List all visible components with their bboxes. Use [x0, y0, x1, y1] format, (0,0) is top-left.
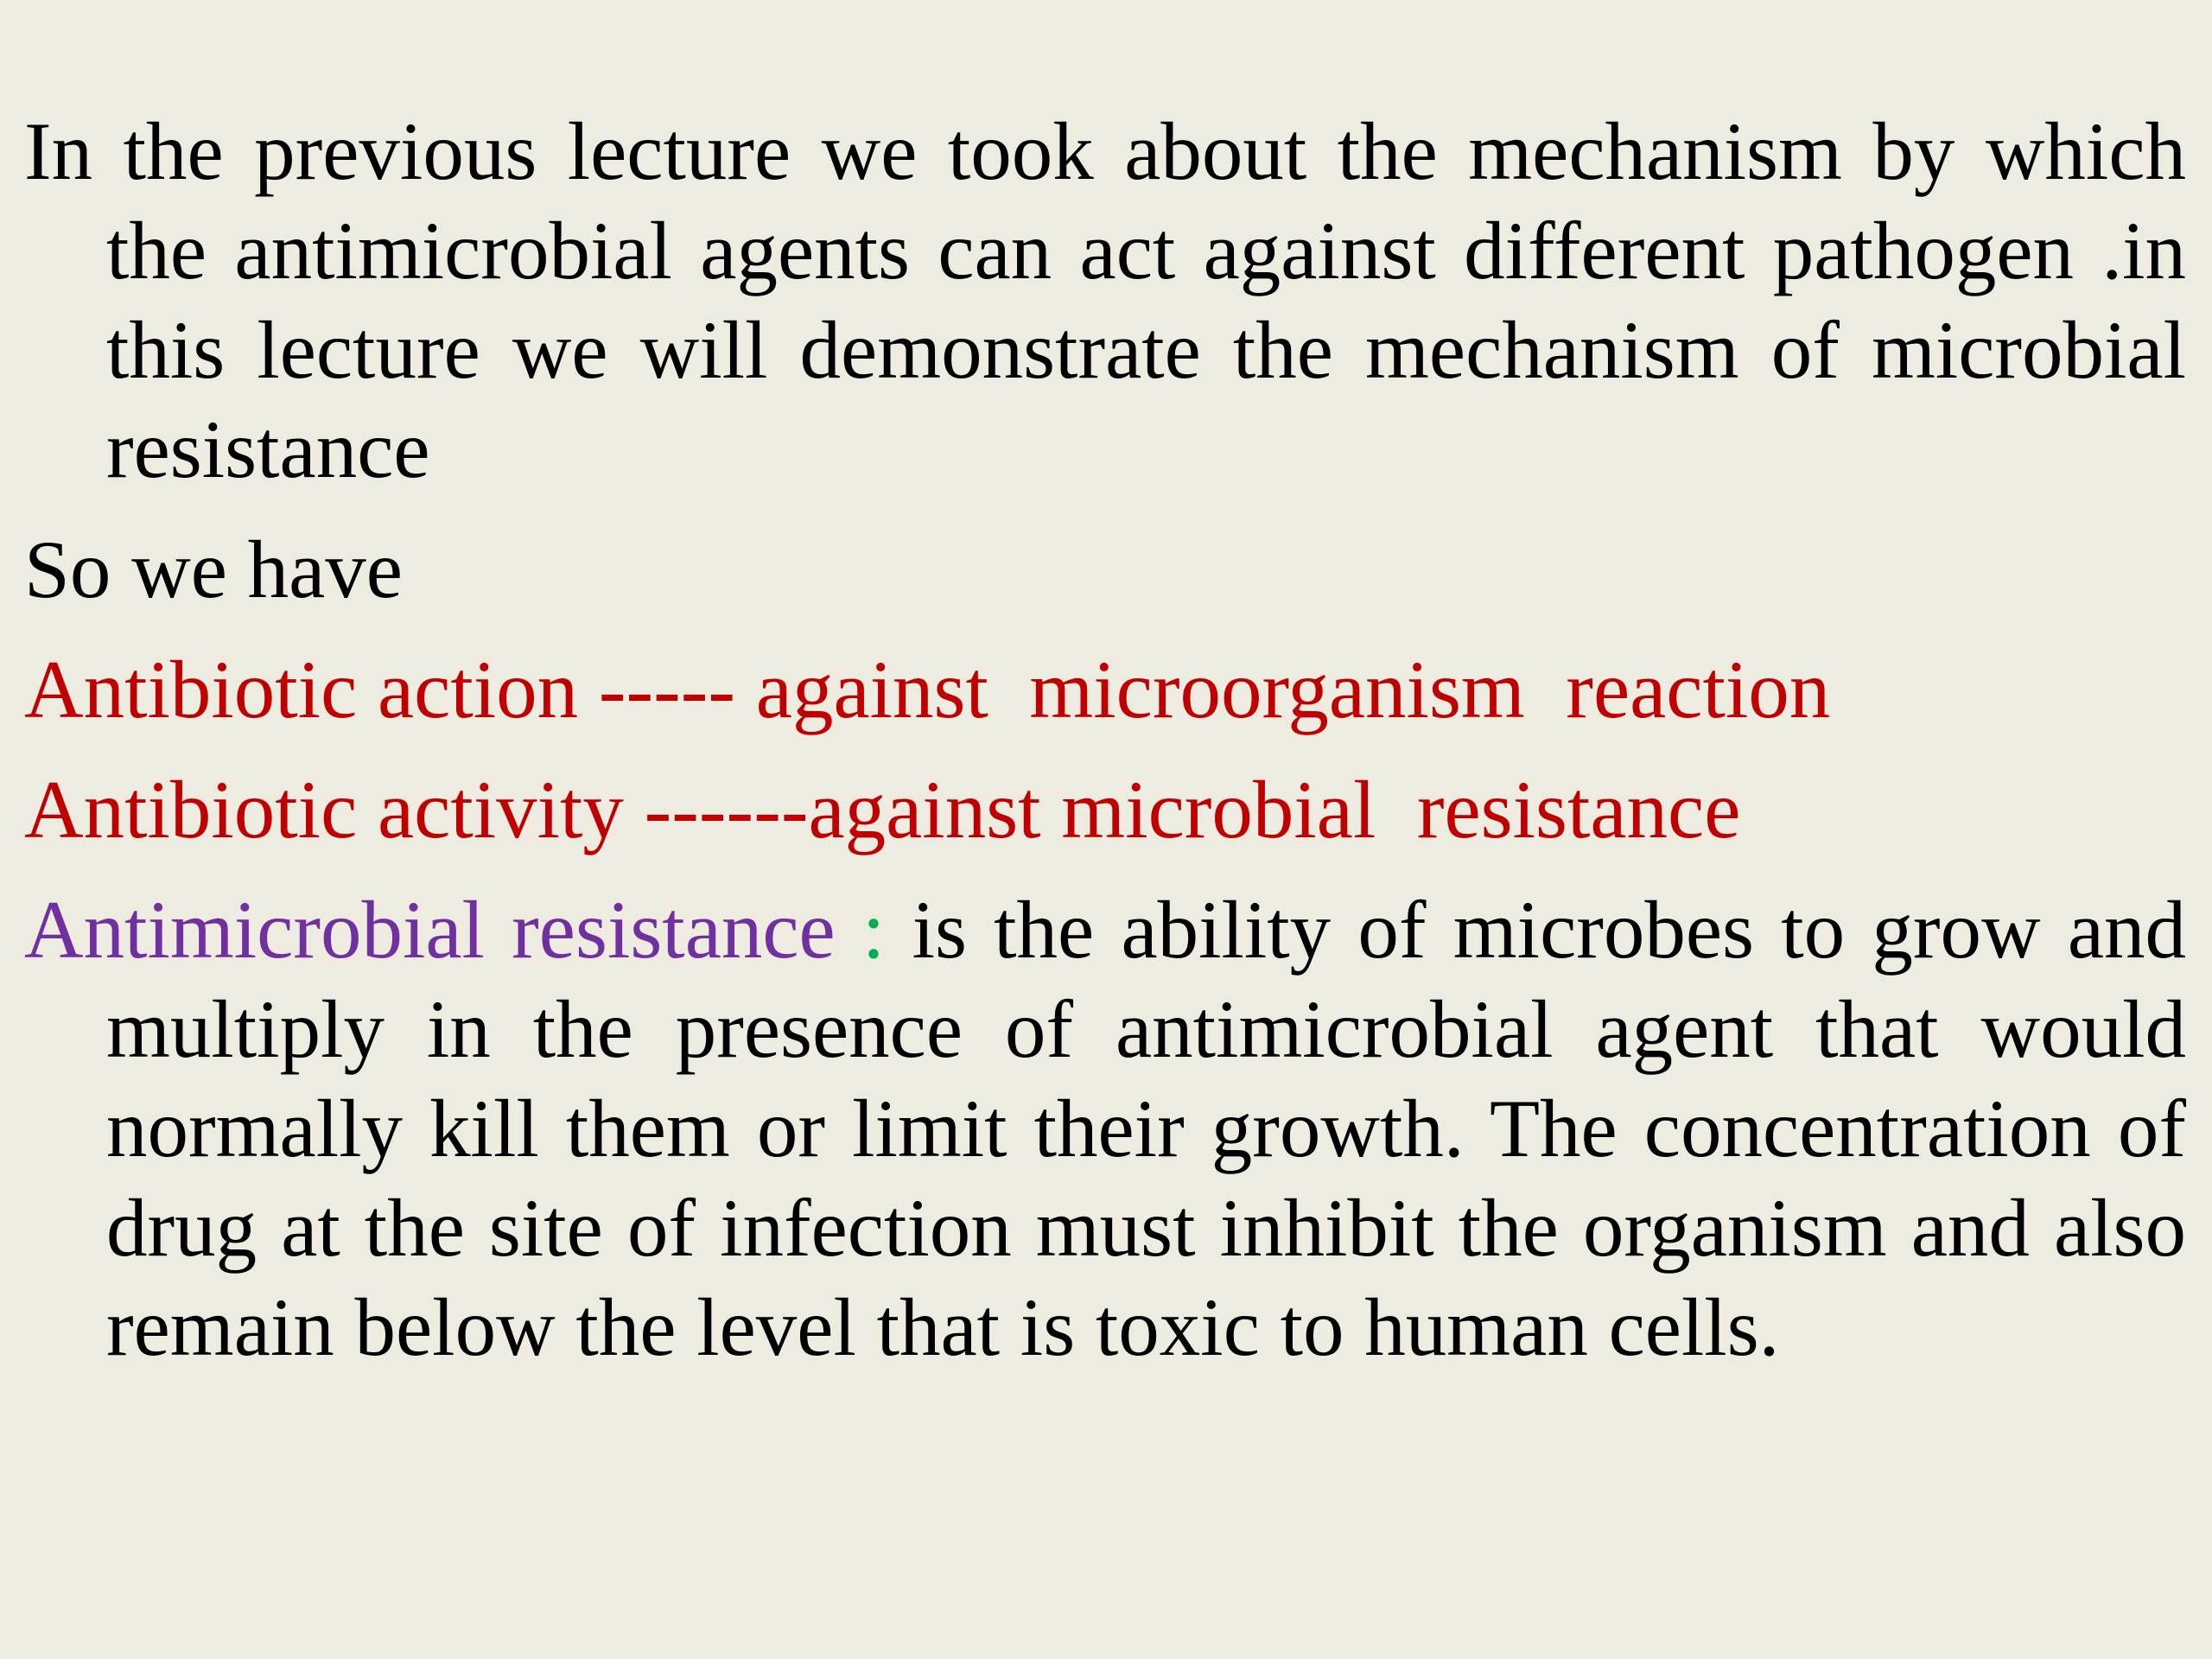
intro-paragraph: In the previous lecture we took about the mechanism by which the antimicrobial agents can act against different pathogen .in this lecture we will demonstrate the mechanism of microbial resistance	[24, 105, 2186, 495]
definition-text: is the ability of microbes to grow and multiply in the presence of antimicrobial agent that would normally kill them or limit their growth. The concentration of drug at the site of infection must inhibit the organism and also remain below the level that is toxic to human cells.	[106, 884, 2186, 1373]
definition-term: Antimicrobial resistance	[24, 884, 836, 976]
definition-colon: :	[835, 884, 912, 976]
definition-paragraph	[24, 880, 2186, 1377]
antibiotic-action-line: Antibiotic action ----- against microorganism reaction	[24, 644, 1831, 735]
antibiotic-activity-line: Antibiotic activity ------against microbial resistance	[24, 764, 1741, 855]
so-we-have-line: So we have	[24, 524, 403, 615]
